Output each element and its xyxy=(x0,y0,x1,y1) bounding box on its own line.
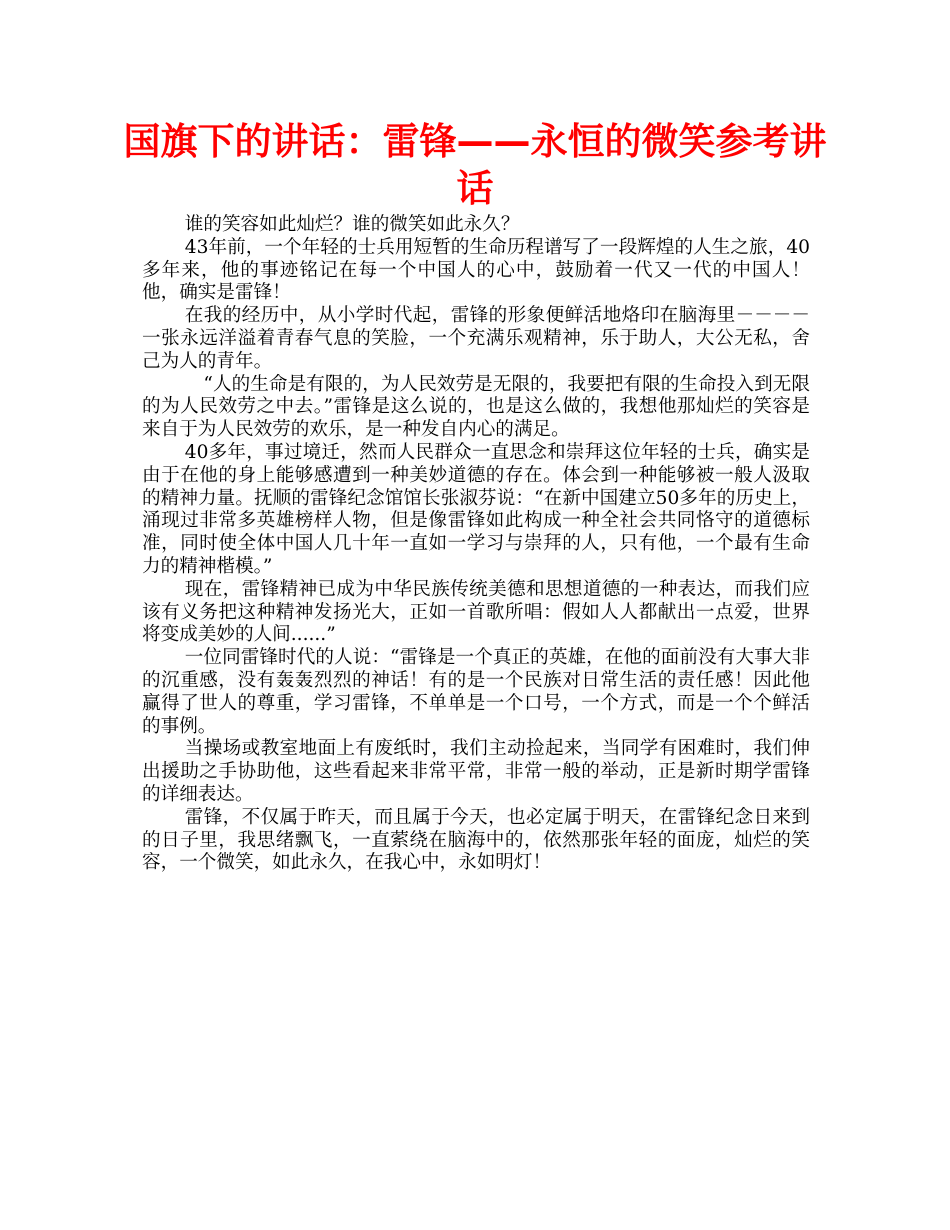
paragraph-9: 雷锋，不仅属于昨天，而且属于今天，也必定属于明天，在雷锋纪念日来到的日子里，我思绪飘飞，一直萦绕在脑海中的，依然那张年轻的面庞，灿烂的笑容，一个微笑，如此永久，在我心中，永如明灯！ xyxy=(142,806,810,874)
paragraph-4: “人的生命是有限的，为人民效劳是无限的，我要把有限的生命投入到无限的为人民效劳之中去。”雷锋是这么说的，也是这么做的，我想他那灿烂的笑容是来自于为人民效劳的欢乐，是一种发自内心的满足。 xyxy=(142,373,810,441)
paragraph-3: 在我的经历中，从小学时代起，雷锋的形象便鲜活地烙印在脑海里－－－－一张永远洋溢着青春气息的笑脸，一个充满乐观精神，乐于助人，大公无私，舍己为人的青年。 xyxy=(142,305,810,372)
paragraph-7: 一位同雷锋时代的人说：“雷锋是一个真正的英雄，在他的面前没有大事大非的沉重感，没有轰轰烈烈的神话！有的是一个民族对日常生活的责任感！因此他赢得了世人的尊重，学习雷锋，不单单是一个口号，一个方式，而是一个个鲜活的事例。 xyxy=(142,647,810,737)
paragraph-8: 当操场或教室地面上有废纸时，我们主动捡起来，当同学有困难时，我们伸出援助之手协助他，这些看起来非常平常，非常一般的举动，正是新时期学雷锋的详细表达。 xyxy=(142,738,810,805)
paragraph-2: 43年前，一个年轻的士兵用短暂的生命历程谱写了一段辉煌的人生之旅，40多年来，他的事迹铭记在每一个中国人的心中，鼓励着一代又一代的中国人！他，确实是雷锋！ xyxy=(142,236,810,304)
paragraph-1: 谁的笑容如此灿烂？谁的微笑如此永久？ xyxy=(184,214,520,235)
paragraph-5: 40多年，事过境迁，然而人民群众一直思念和崇拜这位年轻的士兵，确实是由于在他的身上能够感遭到一种美妙道德的存在。体会到一种能够被一般人汲取的精神力量。抚顺的雷锋纪念馆馆长张淑芬说：“在新中国建立50多年的历史上，涌现过非常多英雄榜样人物，但是像雷锋如此构成一种全社会共同恪守的道德标准，同时使全体中国人几十年一直如一学习与崇拜的人，只有他，一个最有生命力的精神楷模。” xyxy=(142,441,810,577)
document-title: 国旗下的讲话：雷锋——永恒的微笑参考讲话 xyxy=(123,120,827,210)
document-body xyxy=(142,214,810,875)
paragraph-6: 现在，雷锋精神已成为中华民族传统美德和思想道德的一种表达，而我们应该有义务把这种精神发扬光大，正如一首歌所唱：假如人人都献出一点爱，世界将变成美妙的人间......” xyxy=(142,578,810,646)
